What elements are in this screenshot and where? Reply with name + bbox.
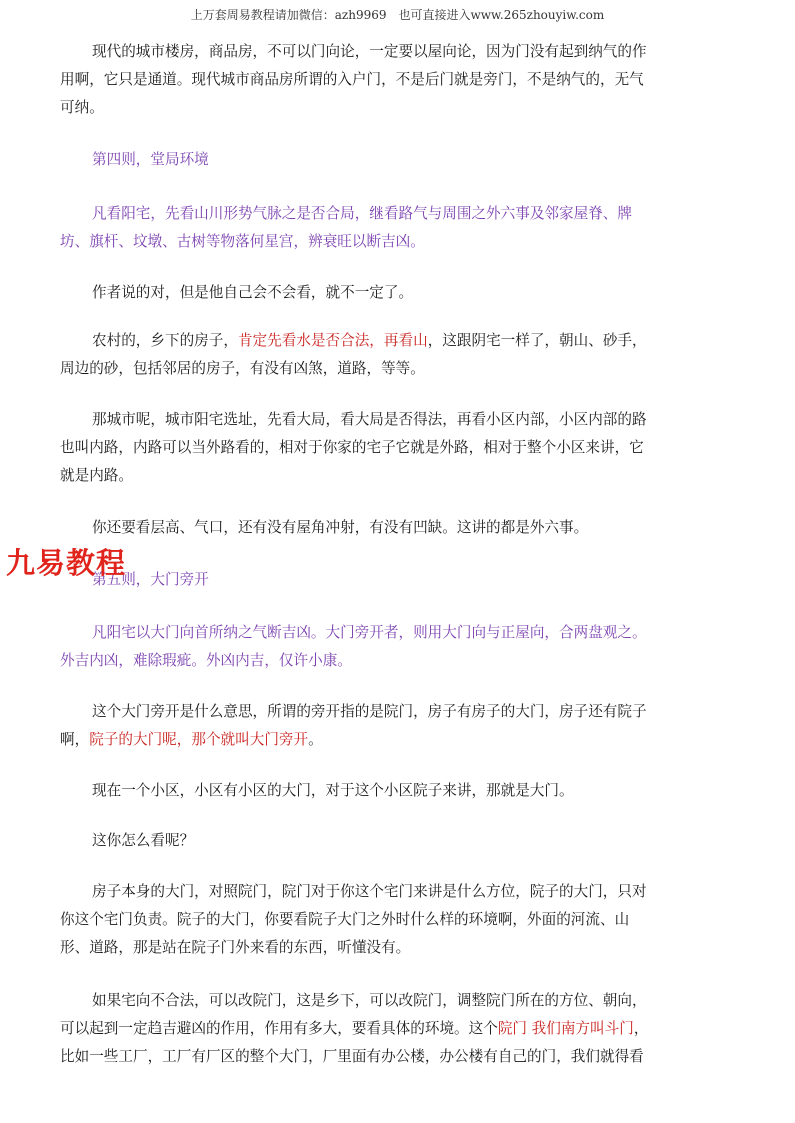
paragraph-city-housing — [60, 406, 738, 490]
text-line: 现在一个小区，小区有小区的大门，对于这个小区院子来讲，那就是大门。 — [92, 782, 574, 799]
paragraph-question — [60, 827, 738, 855]
text-line: 周边的砂，包括邻居的房子，有没有凶煞，道路，等等。 — [60, 360, 425, 377]
text-run: 农村的，乡下的房子， — [92, 332, 238, 349]
paragraph-modern-housing — [60, 38, 738, 122]
text-line: 凡阳宅以大门向首所纳之气断吉凶。大门旁开者，则用大门向与正屋向，合两盘观之。 — [92, 624, 647, 641]
text-run: ，这跟阴宅一样了，朝山、砂手， — [427, 332, 647, 349]
text-line: 如果宅向不合法，可以改院门，这是乡下，可以改院门，调整院门所在的方位、朝向， — [92, 992, 647, 1009]
text-line: 就是内路。 — [60, 467, 133, 484]
text-line — [60, 327, 738, 355]
text-line — [60, 1015, 738, 1043]
text-run: 。 — [308, 731, 323, 748]
paragraph-rural-houses — [60, 327, 738, 383]
paragraph-change-gate — [60, 987, 738, 1071]
paragraph-community-gate — [60, 777, 738, 805]
text-line: 用啊，它只是通道。现代城市商品房所谓的入户门，不是后门就是旁门，不是纳气的，无气 — [60, 71, 644, 88]
highlight-text: 院门 我们南方叫斗门 — [497, 1020, 634, 1037]
heading-text: 第四则，堂局环境 — [92, 151, 209, 168]
text-line: 也叫内路，内路可以当外路看的，相对于你家的宅子它就是外路，相对于整个小区来讲，它 — [60, 439, 644, 456]
text-line: 你还要看层高、气口，还有没有屋角冲射，有没有凹缺。这讲的都是外六事。 — [92, 519, 589, 536]
heading-text: 第五则，大门旁开 — [92, 571, 209, 588]
text-line: 作者说的对，但是他自己会不会看，就不一定了。 — [92, 284, 414, 301]
paragraph-author-comment — [60, 279, 738, 307]
text-run: ， — [633, 1020, 649, 1037]
text-line: 那城市呢，城市阳宅选址，先看大局，看大局是否得法，再看小区内部，小区内部的路 — [92, 411, 647, 428]
section-heading-4 — [60, 146, 738, 174]
text-line: 可纳。 — [60, 99, 104, 116]
text-line: 形、道路，那是站在院子门外来看的东西，听懂没有。 — [60, 939, 411, 956]
quote-rule-5 — [60, 619, 738, 675]
text-line: 凡看阳宅，先看山川形势气脉之是否合局，继看路气与周围之外六事及邻家屋脊、牌 — [92, 205, 632, 222]
page-header: 上万套周易教程请加微信：azh9969 也可直接进入www.265zhouyiw.com — [190, 8, 605, 22]
text-line: 你这个宅门负责。院子的大门，你要看院子大门之外时什么样的环境啊，外面的河流、山 — [60, 911, 630, 928]
text-line: 外吉内凶，难除瑕疵。外凶内吉，仅许小康。 — [60, 652, 352, 669]
text-run: 可以起到一定趋吉避凶的作用，作用有多大，要看具体的环境。这个 — [60, 1020, 498, 1037]
text-line: 这你怎么看呢？ — [92, 832, 195, 849]
watermark-logo: 九易教程 — [6, 546, 127, 580]
text-line: 现代的城市楼房，商品房，不可以门向论，一定要以屋向论，因为门没有起到纳气的作 — [92, 43, 647, 60]
text-line: 这个大门旁开是什么意思，所谓的旁开指的是院门，房子有房子的大门，房子还有院子 — [92, 703, 647, 720]
paragraph-house-gate — [60, 878, 738, 962]
text-line: 坊、旗杆、坟墩、古树等物落何星宫，辨衰旺以断吉凶。 — [60, 233, 425, 250]
text-line — [60, 726, 738, 754]
highlight-text: 肯定先看水是否合法，再看山 — [237, 332, 428, 349]
quote-rule-4 — [60, 200, 738, 256]
paragraph-external-six — [60, 514, 738, 542]
paragraph-side-gate — [60, 698, 738, 754]
section-heading-5 — [60, 566, 738, 594]
highlight-text: 院子的大门呢，那个就叫大门旁开 — [89, 731, 309, 748]
text-run: 啊， — [60, 731, 90, 748]
text-line: 比如一些工厂，工厂有厂区的整个大门，厂里面有办公楼，办公楼有自己的门，我们就得看 — [60, 1048, 644, 1065]
text-line: 房子本身的大门，对照院门，院门对于你这个宅门来讲是什么方位，院子的大门，只对 — [92, 883, 647, 900]
